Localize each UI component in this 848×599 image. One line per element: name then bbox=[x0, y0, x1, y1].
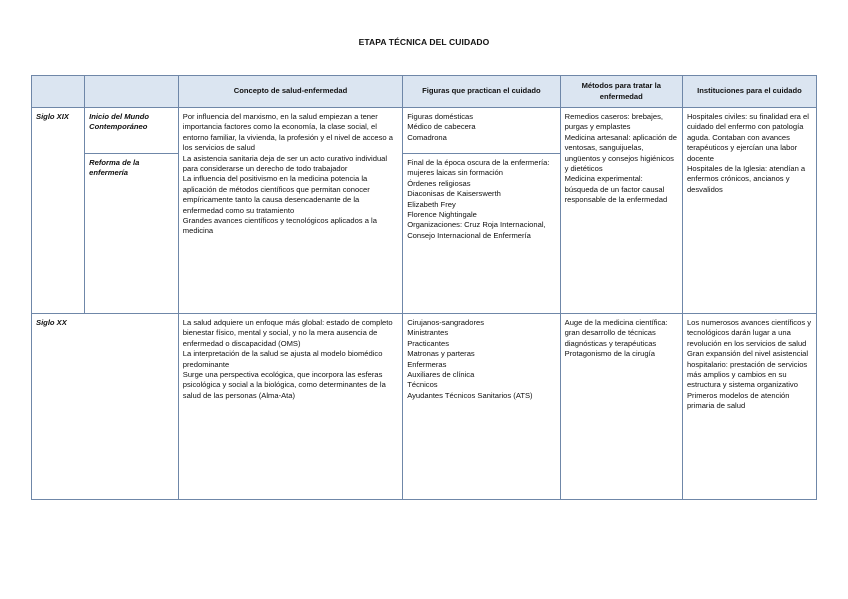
list-item: Ayudantes Técnicos Sanitarios (ATS) bbox=[407, 390, 533, 400]
table-row-siglo-xix bbox=[32, 108, 817, 154]
list-item: Médico de cabecera bbox=[407, 122, 476, 132]
list-item: La salud adquiere un enfoque más global: estado de completo bienestar físico, mental y social, y no la mera ausencia de enfermedad o discapacidad (OMS) bbox=[182, 318, 393, 348]
figuras-cell bbox=[403, 108, 560, 154]
list-item: Remedios caseros: brebajes, purgas y emplastes bbox=[564, 112, 663, 132]
list-item: Auge de la medicina científica: gran desarrollo de técnicas diagnósticas y terapéuticas bbox=[564, 318, 668, 348]
instituciones-cell bbox=[682, 108, 816, 314]
list-item: Protagonismo de la cirugía bbox=[564, 349, 655, 359]
list-item: Medicina artesanal: aplicación de ventosas, sanguijuelas, ungüentos y consejos higiénicos y dietéticos bbox=[564, 132, 677, 174]
list-item: Final de la época oscura de la enfermería: mujeres laicas sin formación bbox=[407, 158, 550, 178]
list-item: Órdenes religiosas bbox=[407, 178, 471, 188]
table-row-siglo-xx bbox=[32, 314, 817, 500]
list-item: Primeros modelos de atención primaria de salud bbox=[686, 390, 790, 411]
list-item: Técnicos bbox=[407, 380, 438, 390]
subperiod-cell: Inicio del Mundo Contemporáneo bbox=[85, 108, 179, 154]
list-item: Auxiliares de clínica bbox=[407, 370, 475, 380]
list-item: Hospitales de la Iglesia: atendían a enfermos crónicos, ancianos y desvalidos bbox=[686, 164, 806, 194]
century-cell: Siglo XIX bbox=[32, 108, 85, 314]
list-item: Hospitales civiles: su finalidad era el cuidado del enfermo con patología aguda. Contaban con avances terapéuticos y ejercían una labor docente bbox=[686, 112, 809, 163]
list-item: Por influencia del marxismo, en la salud empiezan a tener importancia factores como la economía, la clase social, el entorno familiar, la vivienda, la profesión y el nivel de acceso a los servicios de salud bbox=[182, 112, 393, 153]
list-item: Medicina experimental: búsqueda de un factor causal responsable de la enfermedad bbox=[564, 174, 668, 205]
concepto-cell bbox=[178, 108, 402, 314]
list-item: Comadrona bbox=[407, 132, 447, 142]
list-item: Los numerosos avances científicos y tecnológicos darán lugar a una revolución en los servicios de salud bbox=[686, 318, 812, 348]
list-item: La influencia del positivismo en la medicina potencia la aplicación de métodos científicos que permitan conocer empíricamente tanto la causa desencadenante de la enfermedad como su tratamiento bbox=[182, 174, 370, 215]
century-cell: Siglo XX bbox=[32, 314, 179, 500]
metodos-cell bbox=[560, 314, 682, 500]
list-item: Surge una perspectiva ecológica, que incorpora las esferas psicológica y social a la biológica, como determinantes de la salud de las personas (Alma-Ata) bbox=[182, 370, 386, 400]
care-stage-table bbox=[31, 75, 817, 500]
list-item: Gran expansión del nivel asistencial hospitalario: prestación de servicios más amplios y cambios en su estructura y sistema organizativo bbox=[686, 349, 809, 390]
figuras-cell bbox=[403, 314, 560, 500]
list-item: Cirujanos-sangradores bbox=[407, 318, 485, 327]
header-figuras: Figuras que practican el cuidado bbox=[403, 76, 560, 108]
page-title: ETAPA TÉCNICA DEL CUIDADO bbox=[358, 37, 490, 47]
metodos-cell bbox=[560, 108, 682, 314]
figuras-cell bbox=[403, 154, 560, 314]
list-item: Figuras domésticas bbox=[407, 112, 474, 121]
concepto-cell bbox=[178, 314, 402, 500]
header-instituciones: Instituciones para el cuidado bbox=[682, 76, 816, 108]
list-item: Grandes avances científicos y tecnológicos aplicados a la medicina bbox=[182, 216, 377, 236]
list-item: Matronas y parteras bbox=[407, 349, 475, 359]
list-item: Practicantes bbox=[407, 338, 449, 348]
header-empty-1 bbox=[32, 76, 85, 108]
list-item: Diaconisas de Kaiserswerth bbox=[407, 189, 501, 199]
header-metodos: Métodos para tratar la enfermedad bbox=[560, 76, 682, 108]
list-item: Elizabeth Frey bbox=[407, 199, 456, 209]
list-item: La asistencia sanitaria deja de ser un acto curativo individual para considerarse un derecho de todo trabajador bbox=[182, 153, 388, 174]
instituciones-cell bbox=[682, 314, 816, 500]
header-row bbox=[32, 76, 817, 108]
subperiod-cell: Reforma de la enfermería bbox=[85, 154, 179, 314]
list-item: La interpretación de la salud se ajusta al modelo biomédico predominante bbox=[182, 349, 383, 369]
list-item: Organizaciones: Cruz Roja Internacional, Consejo Internacional de Enfermería bbox=[407, 220, 546, 240]
list-item: Enfermeras bbox=[407, 359, 447, 369]
list-item: Ministrantes bbox=[407, 328, 449, 338]
header-concepto: Concepto de salud-enfermedad bbox=[178, 76, 402, 108]
list-item: Florence Nightingale bbox=[407, 210, 477, 220]
header-empty-2 bbox=[85, 76, 179, 108]
